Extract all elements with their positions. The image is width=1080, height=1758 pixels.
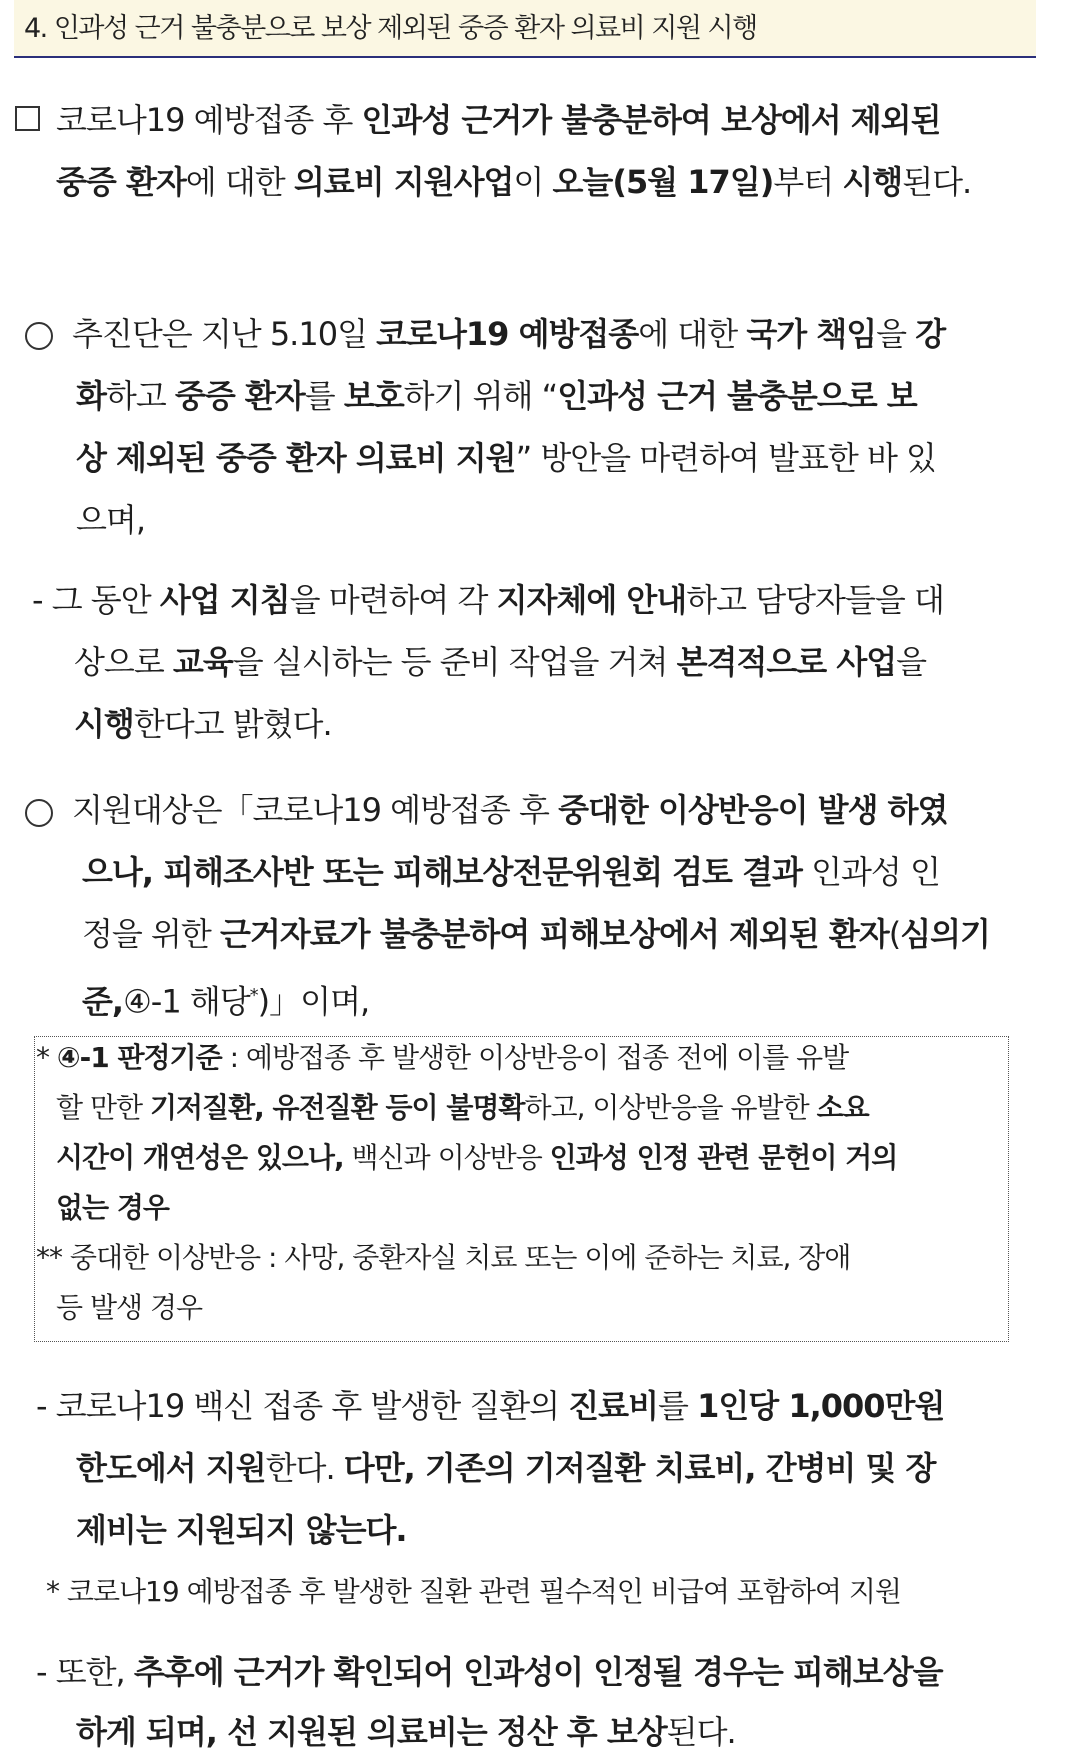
p2-line-3: 정을 위한 근거자료가 불충분하여 피해보상에서 제외된 환자(심의기 (82, 915, 990, 953)
p1-sub-line-2: 상으로 교육을 실시하는 등 준비 작업을 거쳐 본격적으로 사업을 (74, 643, 927, 681)
intro-line-1: 코로나19 예방접종 후 인과성 근거가 불충분하여 보상에서 제외된 (56, 101, 941, 139)
section-title: 4. 인과성 근거 불충분으로 보상 제외된 중증 환자 의료비 지원 시행 (24, 13, 757, 44)
note-line-1: * ④-1 판정기준 : 예방접종 후 발생한 이상반응이 접종 전에 이를 유발 (36, 1041, 849, 1074)
p1-sub-line-3: 시행한다고 밝혔다. (74, 705, 332, 743)
section-header (14, 0, 1036, 58)
p1-line-3: 상 제외된 중증 환자 의료비 지원” 방안을 마련하여 발표한 바 있 (76, 439, 936, 477)
square-bullet-icon (15, 106, 40, 131)
p1-line-1: 추진단은 지난 5.10일 코로나19 예방접종에 대한 국가 책임을 강 (72, 315, 946, 353)
p2-sub1-line-2: 한도에서 지원한다. 다만, 기존의 기저질환 치료비, 간병비 및 장 (76, 1449, 936, 1487)
p2-sub2-line-1: - 또한, 추후에 근거가 확인되어 인과성이 인정될 경우는 피해보상을 (36, 1653, 943, 1691)
p2-line-2: 으나, 피해조사반 또는 피해보상전문위원회 검토 결과 인과성 인 (82, 853, 940, 891)
p2-sub1-line-3: 제비는 지원되지 않는다. (76, 1511, 407, 1549)
p2-sub2-line-2: 하게 되며, 선 지원된 의료비는 정산 후 보상된다. (76, 1713, 736, 1751)
note-line-4: 없는 경우 (56, 1191, 169, 1224)
p1-line-2: 화하고 중증 환자를 보호하기 위해 “인과성 근거 불충분으로 보 (76, 377, 917, 415)
circle-bullet-icon (25, 322, 53, 350)
note-line-2: 할 만한 기저질환, 유전질환 등이 불명확하고, 이상반응을 유발한 소요 (56, 1091, 869, 1124)
p2-line-4: 준,④-1 해당*)」이며, (82, 982, 370, 1021)
note-line-3: 시간이 개연성은 있으나, 백신과 이상반응 인과성 인정 관련 문헌이 거의 (56, 1141, 898, 1174)
p2-sub1-footnote: * 코로나19 예방접종 후 발생한 질환 관련 필수적인 비급여 포함하여 지원 (46, 1575, 901, 1608)
circle-bullet-icon (25, 799, 53, 827)
p2-line-1: 지원대상은「코로나19 예방접종 후 중대한 이상반응이 발생 하였 (72, 791, 948, 829)
p2-sub1-line-1: - 코로나19 백신 접종 후 발생한 질환의 진료비를 1인당 1,000만원 (36, 1387, 945, 1425)
note-line-5: ** 중대한 이상반응 : 사망, 중환자실 치료 또는 이에 준하는 치료, 장애 (36, 1241, 851, 1274)
p1-line-4: 으며, (76, 501, 145, 539)
note-line-6: 등 발생 경우 (56, 1291, 203, 1324)
p1-sub-line-1: - 그 동안 사업 지침을 마련하여 각 지자체에 안내하고 담당자들을 대 (32, 581, 944, 619)
intro-line-2: 중증 환자에 대한 의료비 지원사업이 오늘(5월 17일)부터 시행된다. (56, 163, 972, 201)
